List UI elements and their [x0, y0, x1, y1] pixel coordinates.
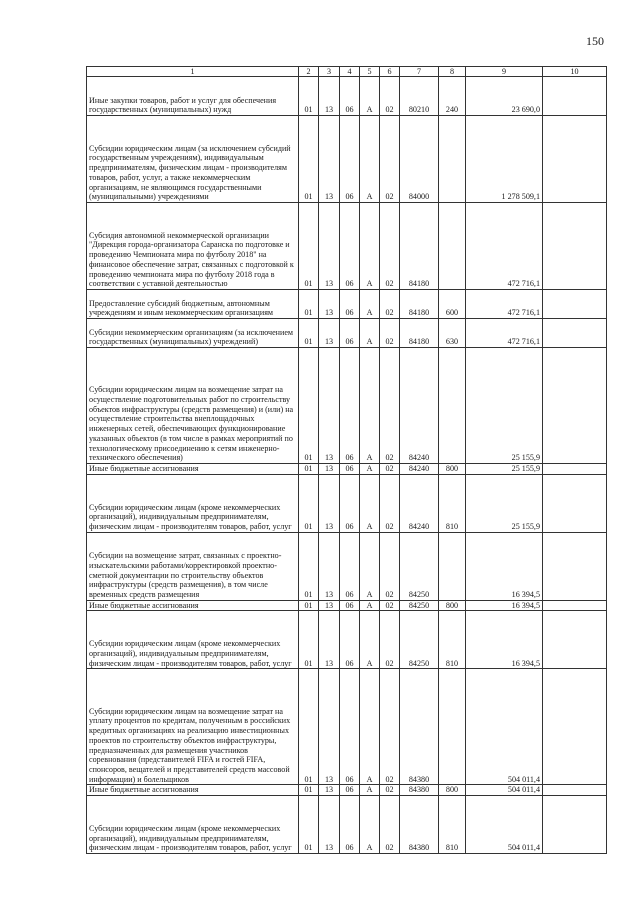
section-code-cell: 01	[299, 464, 319, 475]
item-name-cell: Субсидии юридическим лицам (кроме некоммерческих организаций), индивидуальным предпринимателям, физическим лицам - производителям товаров, работ, услуг	[87, 796, 299, 854]
program-code-cell: 06	[340, 785, 360, 796]
program-code-cell: 06	[340, 290, 360, 319]
subprogram-code-cell: А	[360, 669, 380, 785]
activity-code-cell: 02	[380, 348, 400, 464]
subprogram-code-cell: А	[360, 785, 380, 796]
column-header: 9	[466, 67, 543, 77]
program-code-cell: 06	[340, 532, 360, 600]
expense-type-code-cell: 810	[439, 796, 466, 854]
table-body	[87, 77, 607, 854]
subsection-code-cell: 13	[319, 785, 340, 796]
program-code-cell: 06	[340, 203, 360, 290]
budget-table	[86, 66, 607, 854]
subprogram-code-cell: А	[360, 532, 380, 600]
subsection-code-cell: 13	[319, 348, 340, 464]
target-article-code-cell: 84180	[400, 290, 439, 319]
item-name-cell: Субсидии юридическим лицам на возмещение затрат на уплату процентов по кредитам, полученным в российских кредитных организациях на реализацию инвестиционных проектов по строительству объектов инфраструктуры, предназначенных для размещения участников соревнования (представителей FIFA и гостей FIFA, спонсоров, вещателей и представителей средств массовой информации) и болельщиков	[87, 669, 299, 785]
column-header: 5	[360, 67, 380, 77]
subsection-code-cell: 13	[319, 290, 340, 319]
amount-cell: 25 155,9	[466, 348, 543, 464]
section-code-cell: 01	[299, 532, 319, 600]
subprogram-code-cell: А	[360, 203, 380, 290]
activity-code-cell: 02	[380, 203, 400, 290]
section-code-cell: 01	[299, 796, 319, 854]
extra-value-cell	[543, 116, 607, 203]
subprogram-code-cell: А	[360, 600, 380, 611]
activity-code-cell: 02	[380, 785, 400, 796]
activity-code-cell: 02	[380, 600, 400, 611]
table-row	[87, 796, 607, 854]
amount-cell: 472 716,1	[466, 319, 543, 348]
expense-type-code-cell: 240	[439, 77, 466, 116]
extra-value-cell	[543, 77, 607, 116]
target-article-code-cell: 84250	[400, 600, 439, 611]
activity-code-cell: 02	[380, 611, 400, 669]
subsection-code-cell: 13	[319, 464, 340, 475]
extra-value-cell	[543, 669, 607, 785]
item-name-cell: Субсидии юридическим лицам (кроме некоммерческих организаций), индивидуальным предпринимателям, физическим лицам - производителям товаров, работ, услуг	[87, 474, 299, 532]
page-number: 150	[586, 34, 604, 48]
target-article-code-cell: 84240	[400, 464, 439, 475]
activity-code-cell: 02	[380, 116, 400, 203]
expense-type-code-cell: 600	[439, 290, 466, 319]
target-article-code-cell: 84240	[400, 348, 439, 464]
table-row	[87, 290, 607, 319]
activity-code-cell: 02	[380, 474, 400, 532]
extra-value-cell	[543, 203, 607, 290]
item-name-cell: Субсидии на возмещение затрат, связанных с проектно-изыскательскими работами/корректировкой проектно-сметной документации по строительству объектов инфраструктуры (средств размещения), в том числе временных средств размещения	[87, 532, 299, 600]
extra-value-cell	[543, 348, 607, 464]
subprogram-code-cell: А	[360, 77, 380, 116]
subsection-code-cell: 13	[319, 532, 340, 600]
amount-cell: 504 011,4	[466, 785, 543, 796]
table-row	[87, 669, 607, 785]
expense-type-code-cell	[439, 203, 466, 290]
expense-type-code-cell: 630	[439, 319, 466, 348]
table-row	[87, 116, 607, 203]
amount-cell: 16 394,5	[466, 532, 543, 600]
subprogram-code-cell: А	[360, 464, 380, 475]
expense-type-code-cell	[439, 532, 466, 600]
subprogram-code-cell: А	[360, 290, 380, 319]
program-code-cell: 06	[340, 319, 360, 348]
section-code-cell: 01	[299, 319, 319, 348]
table-row	[87, 203, 607, 290]
item-name-cell: Иные бюджетные ассигнования	[87, 785, 299, 796]
target-article-code-cell: 80210	[400, 77, 439, 116]
extra-value-cell	[543, 600, 607, 611]
section-code-cell: 01	[299, 348, 319, 464]
item-name-cell: Субсидия автономной некоммерческой организации "Дирекция города-организатора Саранска по подготовке и проведению Чемпионата мира по футболу 2018" на финансовое обеспечение затрат, связанных с подготовкой к проведению чемпионата мира по футболу 2018 года в соответствии с уставной деятельностью	[87, 203, 299, 290]
subprogram-code-cell: А	[360, 116, 380, 203]
table-row	[87, 77, 607, 116]
table-row	[87, 474, 607, 532]
column-header: 8	[439, 67, 466, 77]
amount-cell: 504 011,4	[466, 796, 543, 854]
expense-type-code-cell: 810	[439, 611, 466, 669]
item-name-cell: Субсидии юридическим лицам (кроме некоммерческих организаций), индивидуальным предпринимателям, физическим лицам - производителям товаров, работ, услуг	[87, 611, 299, 669]
target-article-code-cell: 84380	[400, 669, 439, 785]
activity-code-cell: 02	[380, 290, 400, 319]
program-code-cell: 06	[340, 600, 360, 611]
target-article-code-cell: 84250	[400, 611, 439, 669]
item-name-cell: Субсидии юридическим лицам на возмещение затрат на осуществление подготовительных работ по строительству объектов инфраструктуры (средств размещения) и (или) на осуществление строительства внеплощадочных инженерных сетей, обеспечивающих функционирование указанных объектов (в том числе в рамках мероприятий по технологическому присоединению к сетям инженерно-технического обеспечения)	[87, 348, 299, 464]
target-article-code-cell: 84240	[400, 474, 439, 532]
amount-cell: 25 155,9	[466, 474, 543, 532]
activity-code-cell: 02	[380, 464, 400, 475]
section-code-cell: 01	[299, 474, 319, 532]
column-header: 6	[380, 67, 400, 77]
section-code-cell: 01	[299, 77, 319, 116]
amount-cell: 472 716,1	[466, 290, 543, 319]
item-name-cell: Предоставление субсидий бюджетным, автономным учреждениям и иным некоммерческим организациям	[87, 290, 299, 319]
section-code-cell: 01	[299, 785, 319, 796]
item-name-cell: Иные бюджетные ассигнования	[87, 464, 299, 475]
target-article-code-cell: 84000	[400, 116, 439, 203]
subsection-code-cell: 13	[319, 474, 340, 532]
subsection-code-cell: 13	[319, 611, 340, 669]
item-name-cell: Иные бюджетные ассигнования	[87, 600, 299, 611]
subprogram-code-cell: А	[360, 796, 380, 854]
target-article-code-cell: 84380	[400, 785, 439, 796]
table-row	[87, 785, 607, 796]
amount-cell: 23 690,0	[466, 77, 543, 116]
extra-value-cell	[543, 464, 607, 475]
header-row	[87, 67, 607, 77]
column-header: 2	[299, 67, 319, 77]
column-header: 7	[400, 67, 439, 77]
table-row	[87, 348, 607, 464]
table-row	[87, 464, 607, 475]
target-article-code-cell: 84180	[400, 319, 439, 348]
section-code-cell: 01	[299, 203, 319, 290]
section-code-cell: 01	[299, 290, 319, 319]
program-code-cell: 06	[340, 474, 360, 532]
table-row	[87, 600, 607, 611]
amount-cell: 25 155,9	[466, 464, 543, 475]
subsection-code-cell: 13	[319, 319, 340, 348]
amount-cell: 472 716,1	[466, 203, 543, 290]
subsection-code-cell: 13	[319, 669, 340, 785]
program-code-cell: 06	[340, 464, 360, 475]
subsection-code-cell: 13	[319, 116, 340, 203]
table-row	[87, 611, 607, 669]
program-code-cell: 06	[340, 116, 360, 203]
activity-code-cell: 02	[380, 319, 400, 348]
column-header: 4	[340, 67, 360, 77]
section-code-cell: 01	[299, 611, 319, 669]
subprogram-code-cell: А	[360, 348, 380, 464]
program-code-cell: 06	[340, 77, 360, 116]
column-header: 10	[543, 67, 607, 77]
extra-value-cell	[543, 290, 607, 319]
extra-value-cell	[543, 611, 607, 669]
amount-cell: 16 394,5	[466, 600, 543, 611]
extra-value-cell	[543, 319, 607, 348]
expense-type-code-cell: 810	[439, 474, 466, 532]
expense-type-code-cell	[439, 348, 466, 464]
subprogram-code-cell: А	[360, 474, 380, 532]
activity-code-cell: 02	[380, 669, 400, 785]
column-header: 3	[319, 67, 340, 77]
subsection-code-cell: 13	[319, 203, 340, 290]
target-article-code-cell: 84180	[400, 203, 439, 290]
section-code-cell: 01	[299, 669, 319, 785]
expense-type-code-cell: 800	[439, 600, 466, 611]
subprogram-code-cell: А	[360, 319, 380, 348]
expense-type-code-cell	[439, 116, 466, 203]
item-name-cell: Субсидии юридическим лицам (за исключением субсидий государственным учреждениям), индивидуальным предпринимателям, физическим лицам - производителям товаров, работ, услуг, а также некоммерческим организациям, не являющимся государственными (муниципальными) учреждениями	[87, 116, 299, 203]
extra-value-cell	[543, 532, 607, 600]
activity-code-cell: 02	[380, 77, 400, 116]
program-code-cell: 06	[340, 796, 360, 854]
program-code-cell: 06	[340, 611, 360, 669]
amount-cell: 16 394,5	[466, 611, 543, 669]
subsection-code-cell: 13	[319, 600, 340, 611]
section-code-cell: 01	[299, 116, 319, 203]
subsection-code-cell: 13	[319, 796, 340, 854]
subsection-code-cell: 13	[319, 77, 340, 116]
expense-type-code-cell	[439, 669, 466, 785]
target-article-code-cell: 84380	[400, 796, 439, 854]
activity-code-cell: 02	[380, 796, 400, 854]
extra-value-cell	[543, 474, 607, 532]
extra-value-cell	[543, 785, 607, 796]
column-header: 1	[87, 67, 299, 77]
activity-code-cell: 02	[380, 532, 400, 600]
table-row	[87, 532, 607, 600]
amount-cell: 1 278 509,1	[466, 116, 543, 203]
extra-value-cell	[543, 796, 607, 854]
program-code-cell: 06	[340, 348, 360, 464]
table-row	[87, 319, 607, 348]
expense-type-code-cell: 800	[439, 785, 466, 796]
section-code-cell: 01	[299, 600, 319, 611]
amount-cell: 504 011,4	[466, 669, 543, 785]
expense-type-code-cell: 800	[439, 464, 466, 475]
item-name-cell: Иные закупки товаров, работ и услуг для обеспечения государственных (муниципальных) нужд	[87, 77, 299, 116]
subprogram-code-cell: А	[360, 611, 380, 669]
target-article-code-cell: 84250	[400, 532, 439, 600]
program-code-cell: 06	[340, 669, 360, 785]
item-name-cell: Субсидии некоммерческим организациям (за исключением государственных (муниципальных) учреждений)	[87, 319, 299, 348]
